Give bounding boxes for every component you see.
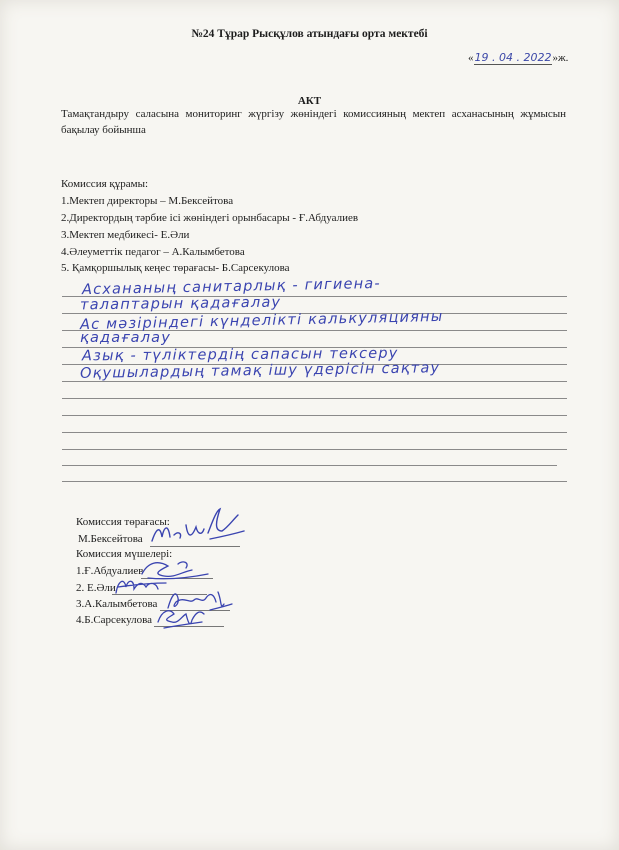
date-suffix: ж. <box>557 52 569 64</box>
chair-signature <box>150 505 250 555</box>
date-handwritten: 19 . 04 . 2022 <box>474 51 552 64</box>
school-name: №24 Тұрар Рысқұлов атындағы орта мектебі <box>191 28 428 40</box>
members-heading: Комиссия мүшелері: <box>76 548 173 560</box>
ruled-line <box>62 449 567 450</box>
date-close-quote: » <box>552 52 558 64</box>
handwritten-note-3: Ас мәзіріндегі күнделікті калькуляцияны <box>79 308 444 334</box>
ruled-line <box>62 432 567 433</box>
ruled-line <box>62 465 557 466</box>
commission-member-3: 3.Мектеп медбикесі- Е.Әли <box>61 229 190 241</box>
act-title: АКТ <box>297 95 322 107</box>
commission-member-4: 4.Әлеуметтік педагог – А.Калымбетова <box>61 246 245 258</box>
signer-3: 3.А.Калымбетова <box>76 598 158 610</box>
ruled-line <box>62 381 567 382</box>
chair-name: М.Бексейтова <box>78 533 143 545</box>
signer-1: 1.Ғ.Абдуалиев <box>76 565 144 577</box>
signer-2: 2. Е.Әли <box>76 582 116 594</box>
commission-heading: Комиссия құрамы: <box>61 178 149 190</box>
commission-member-5: 5. Қамқоршылық кеңес төрағасы- Б.Сарсекулова <box>61 262 290 274</box>
handwritten-note-4: қадағалау <box>80 330 172 346</box>
handwritten-note-6: Оқушылардың тамақ ішу үдерісін сақтау <box>79 360 441 382</box>
chair-heading: Комиссия төрағасы: <box>76 516 170 528</box>
handwritten-note-5: Азық - түліктердің сапасын тексеру <box>81 345 399 365</box>
commission-member-1: 1.Мектеп директоры – М.Бексейтова <box>61 195 234 207</box>
ruled-line <box>62 481 567 482</box>
date-open-quote: « <box>468 52 474 64</box>
handwritten-note-1: Асхананың санитарлық - гигиена- <box>81 275 382 299</box>
signer-4-signature <box>154 602 214 637</box>
signer-4: 4.Б.Сарсекулова <box>76 614 153 626</box>
commission-member-2: 2.Директордың тәрбие ісі жөніндегі орынбасары - Ғ.Абдуалиев <box>61 212 359 224</box>
ruled-line <box>62 398 567 399</box>
ruled-line <box>62 415 567 416</box>
document-date <box>468 51 568 64</box>
handwritten-note-2: талаптарын қадағалау <box>79 294 282 314</box>
act-subject: Тамақтандыру саласына мониторинг жүргізу жөніндегі комиссияның мектеп асханасының жұмысын бақылау бойынша <box>61 108 566 136</box>
